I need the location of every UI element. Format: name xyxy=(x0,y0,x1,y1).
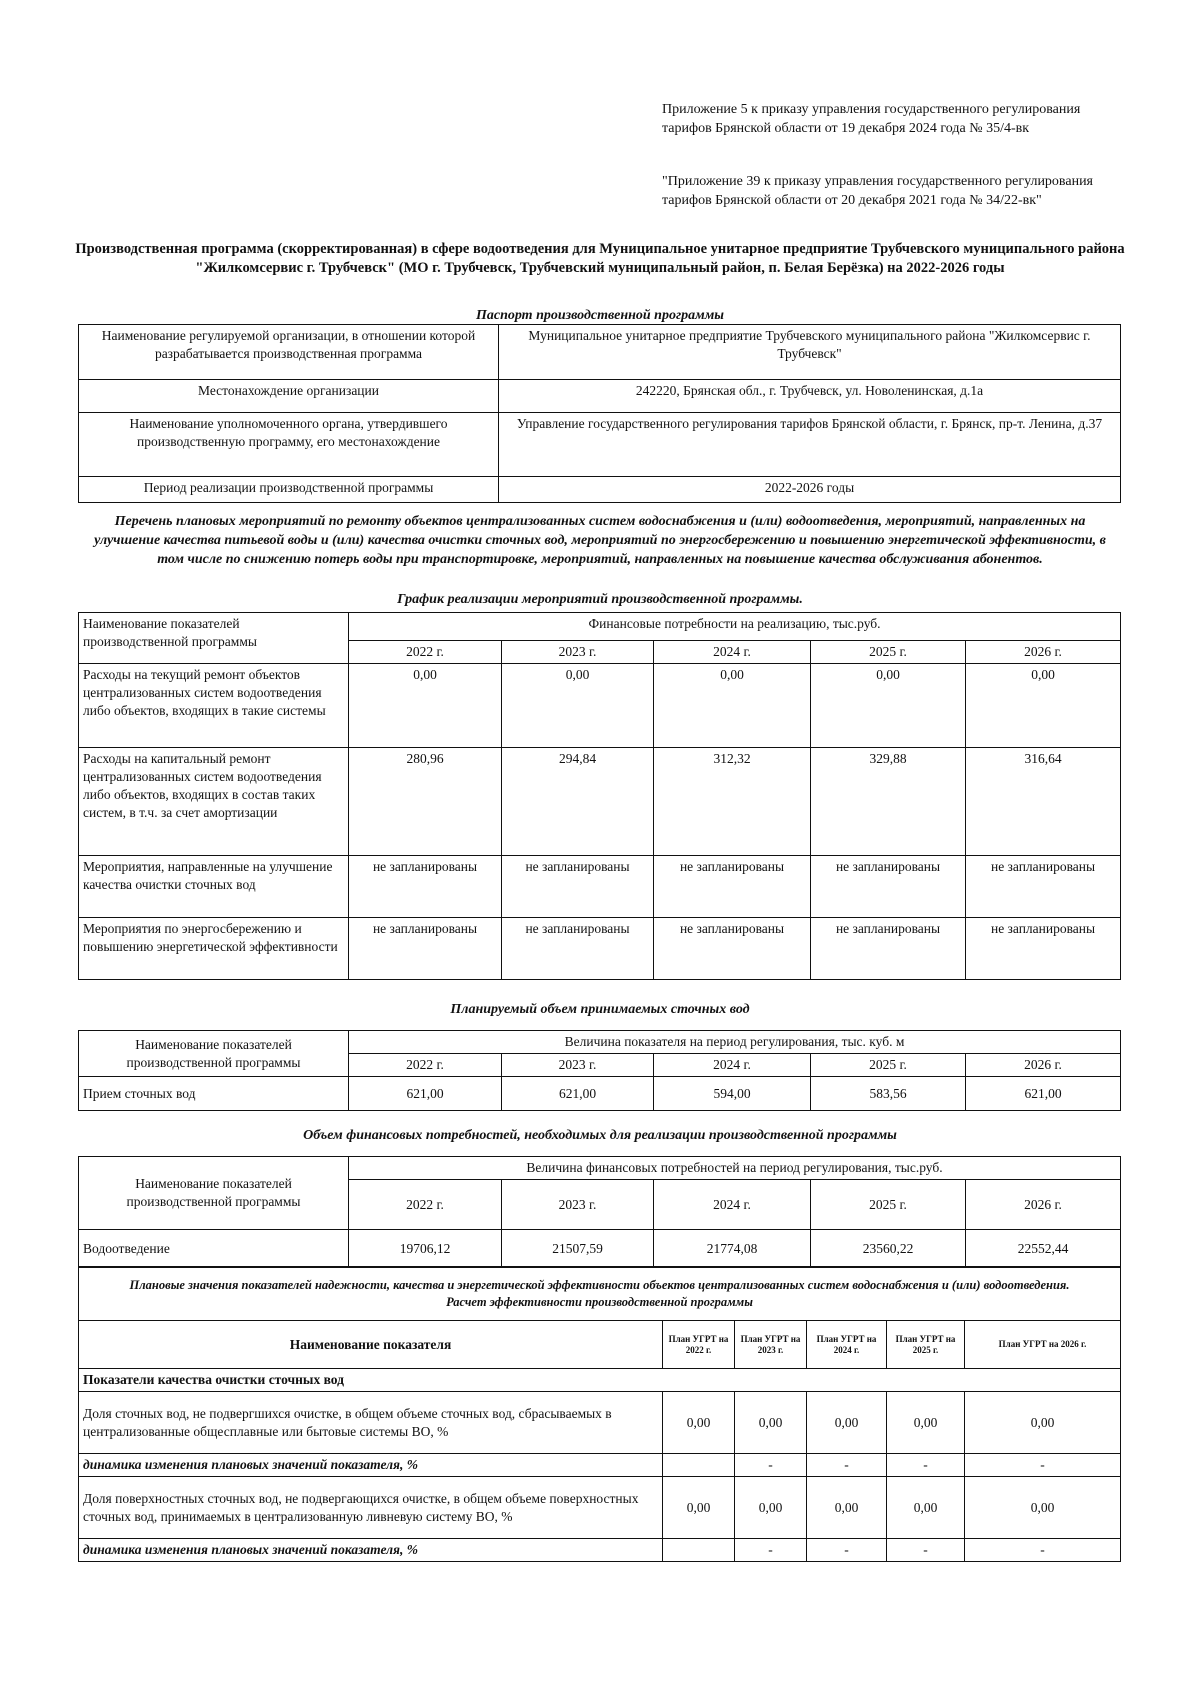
efficiency-value: - xyxy=(887,1539,965,1562)
efficiency-value: 0,00 xyxy=(807,1392,887,1454)
document-title: Производственная программа (скорректированная) в сфере водоотведения для Муниципальное унитарное предприятие Трубчевского муниципального района "Жилкомсервис г. Трубчевск" (МО г. Трубчевск, Трубчевский муниципальный район, п. Белая Берёзка) на 2022-2026 годы xyxy=(75,241,1125,276)
year-header: 2026 г. xyxy=(966,1180,1121,1230)
efficiency-value: 0,00 xyxy=(887,1392,965,1454)
volume-caption: Планируемый объем принимаемых сточных вод xyxy=(450,1002,750,1017)
measures-value: 280,96 xyxy=(349,748,502,856)
measures-col-label: Наименование показателей производственной программы xyxy=(79,613,349,664)
efficiency-section: Показатели качества очистки сточных вод xyxy=(79,1369,1121,1392)
efficiency-value: 0,00 xyxy=(735,1392,807,1454)
year-header: 2025 г. xyxy=(811,641,966,664)
efficiency-value: - xyxy=(735,1539,807,1562)
efficiency-value: 0,00 xyxy=(663,1477,735,1539)
measures-value: не запланированы xyxy=(654,856,811,918)
passport-label: Наименование регулируемой организации, в отношении которой разрабатывается производственная программа xyxy=(79,325,499,380)
measures-value: 294,84 xyxy=(502,748,654,856)
efficiency-value xyxy=(663,1454,735,1477)
measures-row xyxy=(79,918,1121,980)
measures-row-label: Расходы на капитальный ремонт централизованных систем водоотведения либо объектов, входящих в состав таких систем, в т.ч. за счет амортизации xyxy=(79,748,349,856)
measures-value: не запланированы xyxy=(654,918,811,980)
efficiency-caption: Расчет эффективности производственной программы xyxy=(446,1294,753,1309)
plan-header: План УГРТ на 2023 г. xyxy=(735,1321,807,1369)
passport-label: Наименование уполномоченного органа, утвердившего производственную программу, его местонахождение xyxy=(79,413,499,477)
measures-value: не запланированы xyxy=(811,856,966,918)
efficiency-value: - xyxy=(965,1539,1121,1562)
efficiency-value: 0,00 xyxy=(965,1477,1121,1539)
plan-header: План УГРТ на 2025 г. xyxy=(887,1321,965,1369)
year-header: 2024 г. xyxy=(654,641,811,664)
finance-value: 23560,22 xyxy=(811,1230,966,1268)
year-header: 2023 г. xyxy=(502,641,654,664)
volume-group-header: Величина показателя на период регулирования, тыс. куб. м xyxy=(349,1031,1121,1054)
finance-value: 21507,59 xyxy=(502,1230,654,1268)
measures-row xyxy=(79,856,1121,918)
efficiency-value: 0,00 xyxy=(807,1477,887,1539)
measures-row-label: Мероприятия, направленные на улучшение качества очистки сточных вод xyxy=(79,856,349,918)
efficiency-col-label: Наименование показателя xyxy=(79,1321,663,1369)
passport-value: 242220, Брянская обл., г. Трубчевск, ул. Новоленинская, д.1а xyxy=(499,380,1121,413)
efficiency-value: 0,00 xyxy=(887,1477,965,1539)
passport-label: Местонахождение организации xyxy=(79,380,499,413)
measures-value: не запланированы xyxy=(349,918,502,980)
measures-value: не запланированы xyxy=(502,918,654,980)
efficiency-row-label: Доля поверхностных сточных вод, не подвергающихся очистке, в общем объеме поверхностных сточных вод, принимаемых в централизованную ливневую систему ВО, % xyxy=(79,1477,663,1539)
efficiency-value: 0,00 xyxy=(735,1477,807,1539)
year-header: 2023 г. xyxy=(502,1180,654,1230)
measures-table xyxy=(78,612,1121,980)
volume-table xyxy=(78,1030,1121,1111)
measures-row xyxy=(79,748,1121,856)
measures-value: не запланированы xyxy=(811,918,966,980)
measures-value: не запланированы xyxy=(349,856,502,918)
finance-value: 22552,44 xyxy=(966,1230,1121,1268)
year-header: 2022 г. xyxy=(349,1180,502,1230)
measures-row xyxy=(79,664,1121,748)
measures-row-label: Расходы на текущий ремонт объектов централизованных систем водоотведения либо объектов, входящих в такие системы xyxy=(79,664,349,748)
year-header: 2024 г. xyxy=(654,1180,811,1230)
year-header: 2023 г. xyxy=(502,1054,654,1077)
efficiency-value: - xyxy=(965,1454,1121,1477)
measures-value: не запланированы xyxy=(502,856,654,918)
passport-row xyxy=(79,325,1121,380)
measures-value: 316,64 xyxy=(966,748,1121,856)
finance-group-header: Величина финансовых потребностей на период регулирования, тыс.руб. xyxy=(349,1157,1121,1180)
efficiency-row xyxy=(79,1392,1121,1454)
measures-caption: График реализации мероприятий производственной программы. xyxy=(397,592,803,607)
passport-value: Муниципальное унитарное предприятие Трубчевского муниципального района "Жилкомсервис г. Трубчевск" xyxy=(499,325,1121,380)
year-header: 2025 г. xyxy=(811,1180,966,1230)
year-header: 2026 г. xyxy=(966,1054,1121,1077)
measures-value: 312,32 xyxy=(654,748,811,856)
measures-value: 0,00 xyxy=(502,664,654,748)
volume-value: 621,00 xyxy=(349,1077,502,1111)
efficiency-intro-cell xyxy=(79,1267,1121,1321)
efficiency-value: - xyxy=(807,1454,887,1477)
passport-caption: Паспорт производственной программы xyxy=(475,308,725,323)
measures-group-header: Финансовые потребности на реализацию, тыс.руб. xyxy=(349,613,1121,641)
measures-value: не запланированы xyxy=(966,856,1121,918)
appendix-note-1: Приложение 5 к приказу управления государственного регулирования тарифов Брянской области от 19 декабря 2024 года № 35/4-вк xyxy=(662,102,1081,136)
finance-row xyxy=(79,1230,1121,1268)
finance-value: 19706,12 xyxy=(349,1230,502,1268)
year-header: 2024 г. xyxy=(654,1054,811,1077)
passport-row xyxy=(79,380,1121,413)
efficiency-row-label: динамика изменения плановых значений показателя, % xyxy=(79,1539,663,1562)
efficiency-row xyxy=(79,1477,1121,1539)
measures-value: 0,00 xyxy=(349,664,502,748)
passport-label: Период реализации производственной программы xyxy=(79,477,499,503)
passport-value: Управление государственного регулирования тарифов Брянской области, г. Брянск, пр-т. Ленина, д.37 xyxy=(499,413,1121,477)
measures-intro: Перечень плановых мероприятий по ремонту объектов централизованных систем водоснабжения и (или) водоотведения, мероприятий, направленных на улучшение качества питьевой воды и (или) качества очистки сточных вод, мероприятий по энергосбережению и повышению энергетической эффективности, в том числе по снижению потерь воды при транспортировке, мероприятий, направленных на повышение качества обслуживания абонентов. xyxy=(94,514,1106,567)
efficiency-value: 0,00 xyxy=(965,1392,1121,1454)
year-header: 2025 г. xyxy=(811,1054,966,1077)
passport-table xyxy=(78,324,1121,503)
passport-row xyxy=(79,413,1121,477)
volume-value: 594,00 xyxy=(654,1077,811,1111)
efficiency-row xyxy=(79,1539,1121,1562)
finance-col-label: Наименование показателей производственной программы xyxy=(79,1157,349,1230)
efficiency-value: - xyxy=(887,1454,965,1477)
measures-row-label: Мероприятия по энергосбережению и повышению энергетической эффективности xyxy=(79,918,349,980)
year-header: 2022 г. xyxy=(349,641,502,664)
year-header: 2026 г. xyxy=(966,641,1121,664)
finance-caption: Объем финансовых потребностей, необходимых для реализации производственной программы xyxy=(303,1128,897,1143)
volume-row-label: Прием сточных вод xyxy=(79,1077,349,1111)
appendix-note-2: "Приложение 39 к приказу управления государственного регулирования тарифов Брянской области от 20 декабря 2021 года № 34/22-вк" xyxy=(662,174,1093,208)
plan-header: План УГРТ на 2026 г. xyxy=(965,1321,1121,1369)
efficiency-value xyxy=(663,1539,735,1562)
plan-header: План УГРТ на 2024 г. xyxy=(807,1321,887,1369)
volume-value: 621,00 xyxy=(966,1077,1121,1111)
measures-value: 0,00 xyxy=(966,664,1121,748)
efficiency-value: - xyxy=(735,1454,807,1477)
volume-row xyxy=(79,1077,1121,1111)
volume-value: 621,00 xyxy=(502,1077,654,1111)
volume-col-label: Наименование показателей производственной программы xyxy=(79,1031,349,1077)
measures-value: 0,00 xyxy=(811,664,966,748)
efficiency-table xyxy=(78,1266,1121,1562)
plan-header: План УГРТ на 2022 г. xyxy=(663,1321,735,1369)
year-header: 2022 г. xyxy=(349,1054,502,1077)
efficiency-row xyxy=(79,1454,1121,1477)
finance-table xyxy=(78,1156,1121,1268)
measures-value: 0,00 xyxy=(654,664,811,748)
finance-row-label: Водоотведение xyxy=(79,1230,349,1268)
passport-row xyxy=(79,477,1121,503)
efficiency-row-label: Доля сточных вод, не подвергшихся очистке, в общем объеме сточных вод, сбрасываемых в централизованные общесплавные или бытовые системы ВО, % xyxy=(79,1392,663,1454)
measures-value: 329,88 xyxy=(811,748,966,856)
finance-value: 21774,08 xyxy=(654,1230,811,1268)
efficiency-row-label: динамика изменения плановых значений показателя, % xyxy=(79,1454,663,1477)
passport-value: 2022-2026 годы xyxy=(499,477,1121,503)
efficiency-intro: Плановые значения показателей надежности, качества и энергетической эффективности объектов централизованных систем водоснабжения и (или) водоотведения. xyxy=(129,1277,1070,1292)
measures-value: не запланированы xyxy=(966,918,1121,980)
volume-value: 583,56 xyxy=(811,1077,966,1111)
efficiency-value: - xyxy=(807,1539,887,1562)
efficiency-value: 0,00 xyxy=(663,1392,735,1454)
